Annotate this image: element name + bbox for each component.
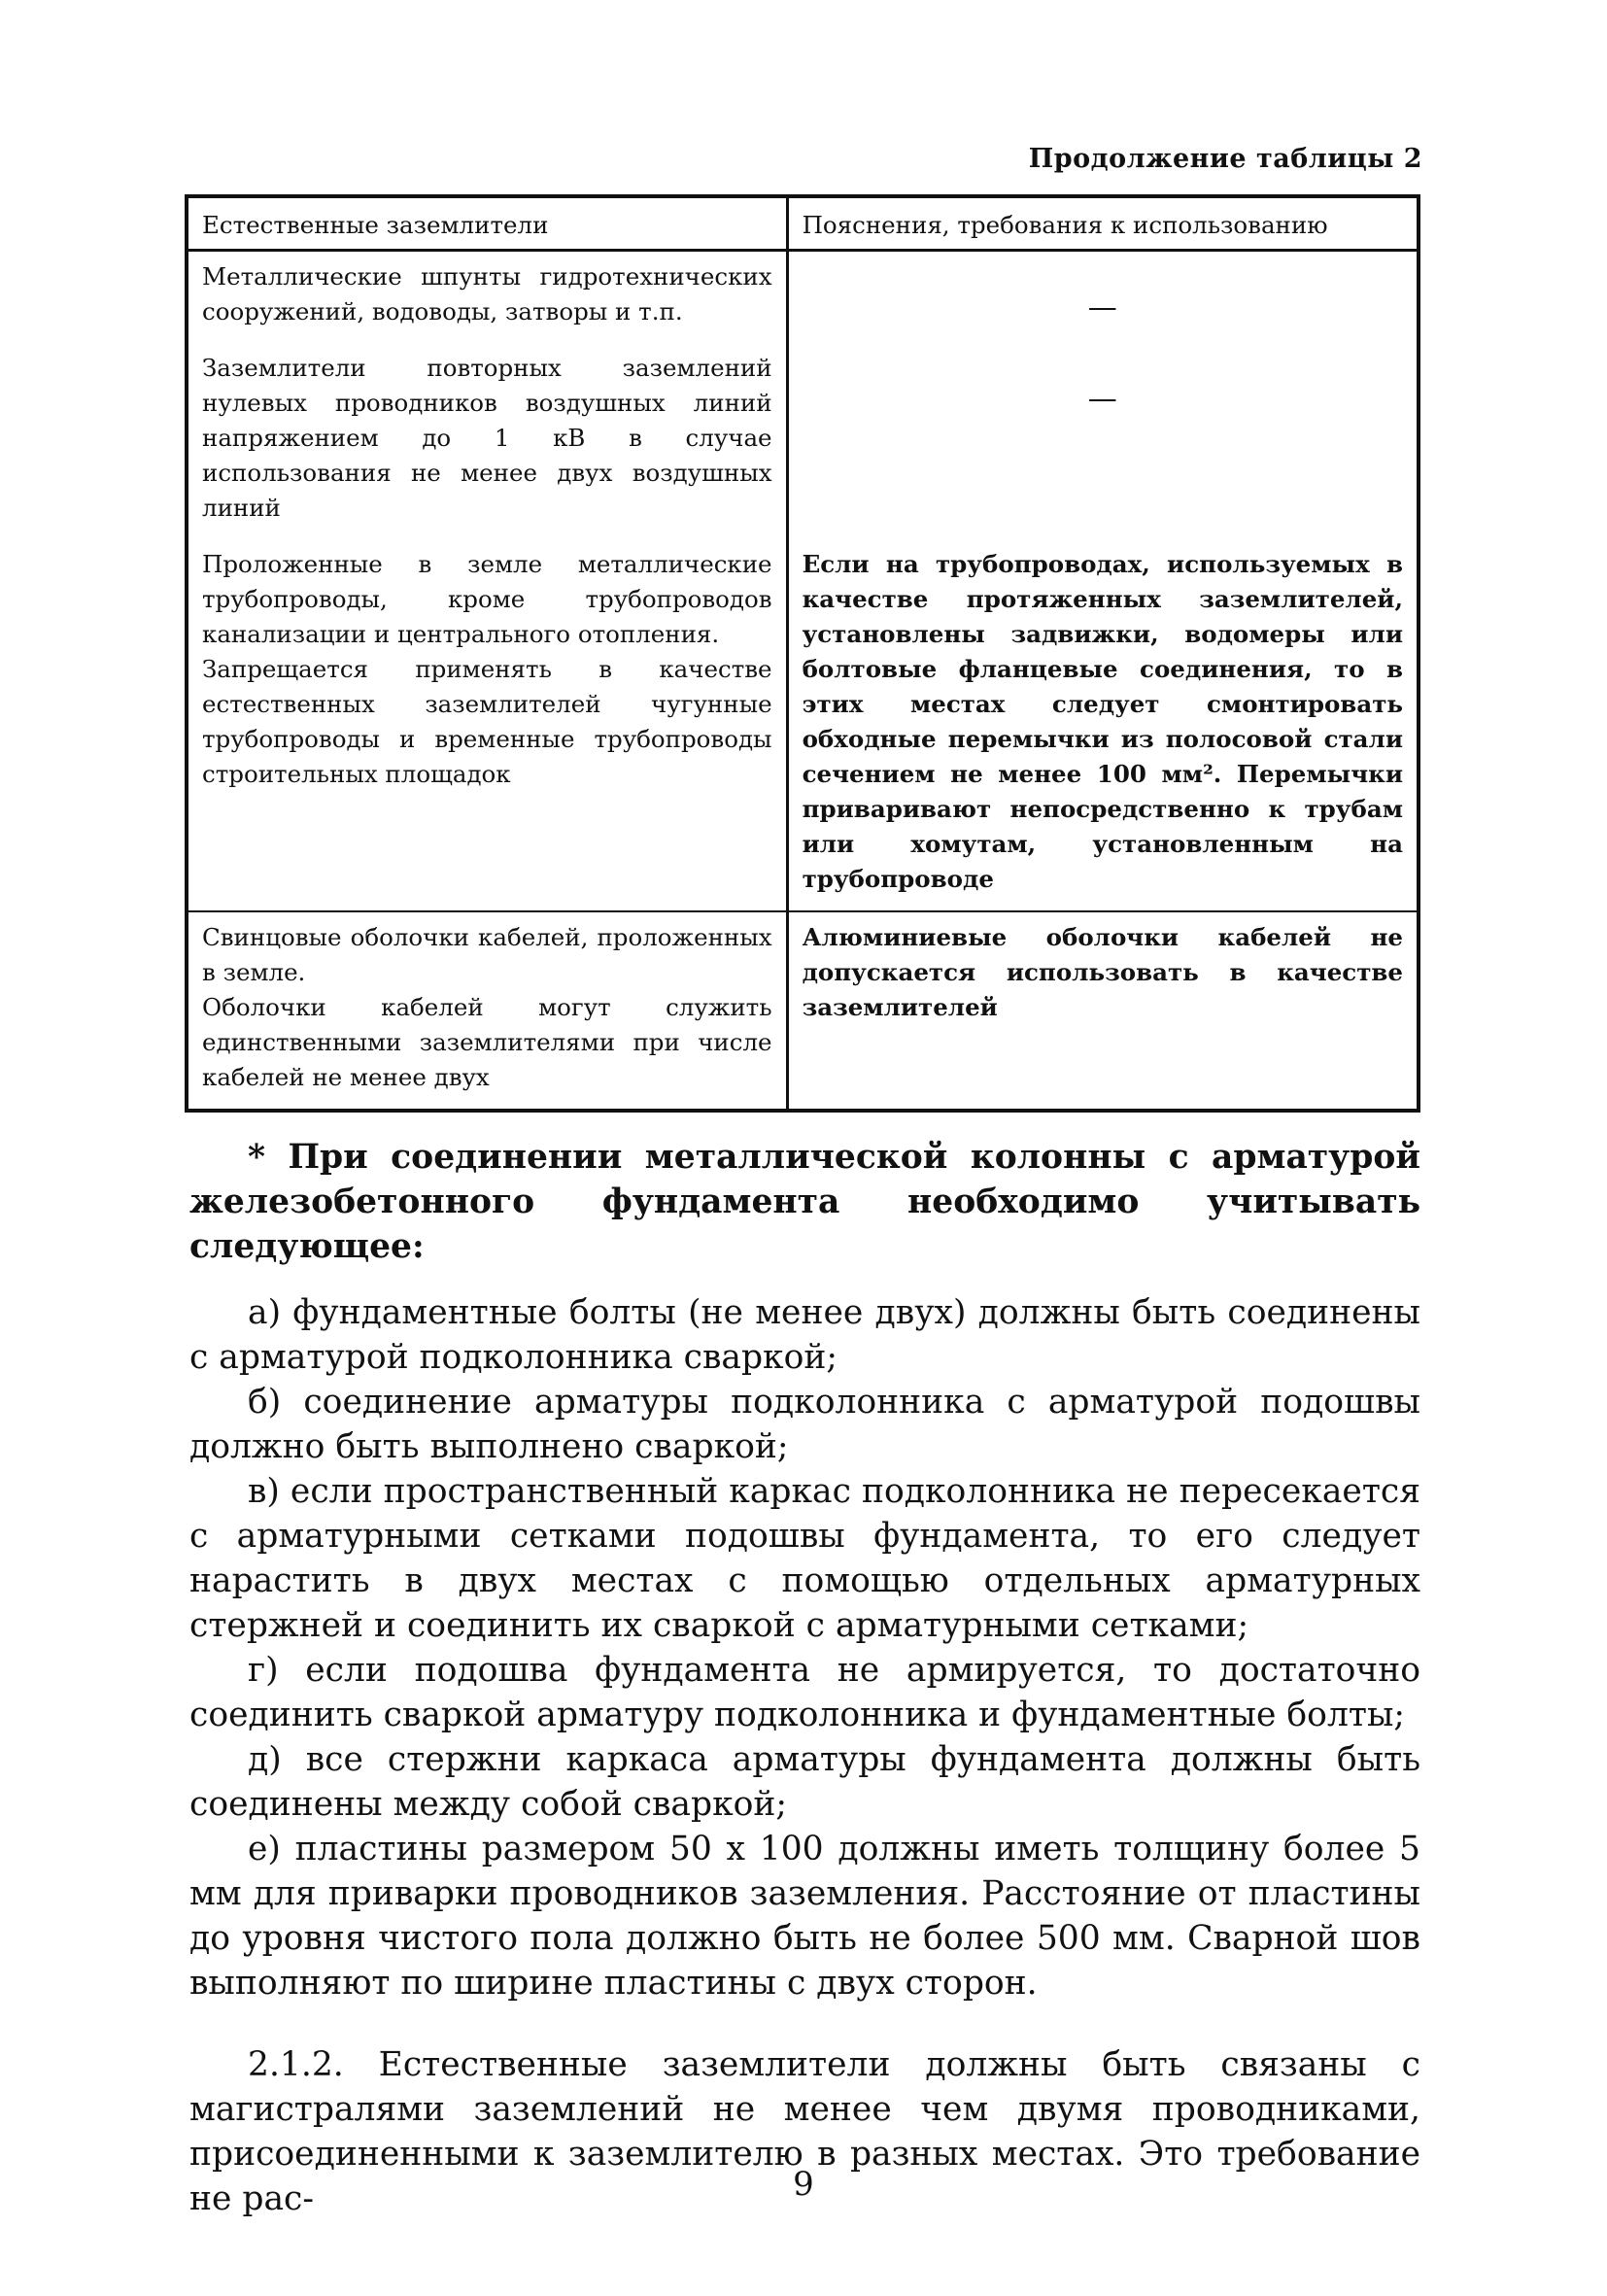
row4-right: Алюминиевые оболочки кабелей не допускается использовать в качестве заземлителей xyxy=(787,911,1419,1111)
table-row xyxy=(187,911,1419,1111)
row4-left-text-1: Свинцовые оболочки кабелей, проложенных в земле. xyxy=(202,923,772,986)
grounding-table xyxy=(185,194,1420,1113)
row3-left xyxy=(187,539,787,911)
section-2-1-2: 2.1.2. Естественные заземлители должны быть связаны с магистралями заземлений не менее чем двумя проводниками, присоединенными к заземлителю в разных местах. Это требование не рас- xyxy=(189,2045,1420,2218)
list-item-e: д) все стержни каркаса арматуры фундамента должны быть соединены между собой сваркой; xyxy=(189,1740,1420,1824)
body-text xyxy=(189,1135,1420,2221)
row3-right: Если на трубопроводах, используемых в качестве протяженных заземлителей, установлены задвижки, водомеры или болтовые фланцевые соединения, то в этих местах следует смонтировать обходные перемычки из полосовой стали сечением не менее 100 мм². Перемычки приваривают непосредственно к трубам или хомутам, установленным на трубопроводе xyxy=(787,539,1419,911)
page-number: 9 xyxy=(793,2165,814,2204)
header-explanations: Пояснения, требования к использованию xyxy=(787,196,1419,251)
row4-left-text-2: Оболочки кабелей могут служить единственными заземлителями при числе кабелей не менее двух xyxy=(202,993,772,1091)
table-row xyxy=(187,539,1419,911)
row3-left-text-1: Проложенные в земле металлические трубопроводы, кроме трубопроводов канализации и центрального отопления. xyxy=(202,550,772,648)
list-item-d: г) если подошва фундамента не армируется, то достаточно соединить сваркой арматуру подколонника и фундаментные болты; xyxy=(189,1651,1420,1734)
table-continuation-label: Продолжение таблицы 2 xyxy=(1028,144,1422,174)
row1-right: — xyxy=(787,251,1419,344)
list-item-f: е) пластины размером 50 х 100 должны иметь толщину более 5 мм для приварки проводников заземления. Расстояние от пластины до уровня чистого пола должно быть не более 500 мм. Сварной шов выполняют по ширине пластины с двух сторон. xyxy=(189,1830,1420,2003)
row2-right: — xyxy=(787,343,1419,539)
row1-left-text: Металлические шпунты гидротехнических сооружений, водоводы, затворы и т.п. xyxy=(202,262,772,326)
list-item-b: б) соединение арматуры подколонника с арматурой подошвы должно быть выполнено сваркой; xyxy=(189,1383,1420,1466)
list-item-c: в) если пространственный каркас подколонника не пересекается с арматурными сетками подошвы фундамента, то его следует нарастить в двух местах с помощью отдельных арматурных стержней и соединить их сваркой с арматурными сетками; xyxy=(189,1472,1420,1645)
row1-left xyxy=(187,251,787,344)
note-intro: * При соединении металлической колонны с арматурой железобетонного фундамента необходимо учитывать следующее: xyxy=(189,1138,1420,1266)
table-header-row xyxy=(187,196,1419,251)
list-item-a: а) фундаментные болты (не менее двух) должны быть соединены с арматурой подколонника сваркой; xyxy=(189,1293,1420,1377)
table-row xyxy=(187,343,1419,539)
row2-left xyxy=(187,343,787,539)
row3-left-text-2: Запрещается применять в качестве естественных заземлителей чугунные трубопроводы и временные трубопроводы строительных площадок xyxy=(202,655,772,788)
row2-left-text: Заземлители повторных заземлений нулевых проводников воздушных линий напряжением до 1 кВ в случае использования не менее двух воздушных линий xyxy=(202,354,772,522)
table-row xyxy=(187,251,1419,344)
row4-left xyxy=(187,911,787,1111)
header-natural-grounders: Естественные заземлители xyxy=(187,196,787,251)
